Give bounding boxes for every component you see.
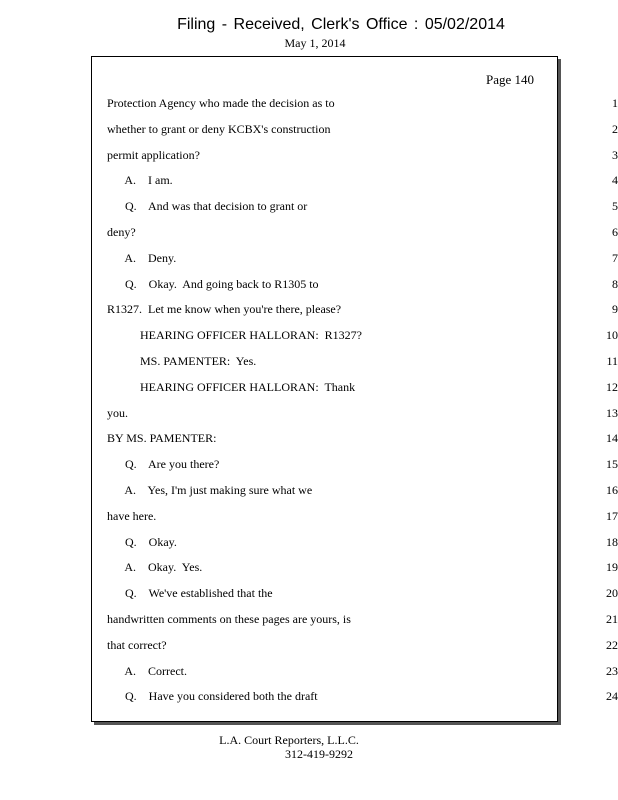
line-text: have here. [107,509,157,523]
line-text: handwritten comments on these pages are yours, is [107,612,351,626]
line-number: 19 [606,560,618,574]
line-number: 16 [606,483,618,497]
line-text: Q. Okay. [107,535,177,549]
line-text: A. I am. [107,173,173,187]
line-text: HEARING OFFICER HALLORAN: R1327? [107,328,362,342]
line-text: MS. PAMENTER: Yes. [107,354,257,368]
line-number: 13 [606,406,618,420]
court-reporter-phone: 312-419-9292 [285,747,353,761]
line-number: 8 [612,277,618,291]
line-number: 18 [606,535,618,549]
line-number: 2 [612,122,618,136]
line-number: 6 [612,225,618,239]
line-number: 5 [612,199,618,213]
line-text: A. Okay. Yes. [107,560,203,574]
line-text: Q. Have you considered both the draft [107,689,318,703]
line-number: 9 [612,302,618,316]
line-number: 22 [606,638,618,652]
line-text: Q. We've established that the [107,586,273,600]
line-text: permit application? [107,148,200,162]
line-number: 3 [612,148,618,162]
page-number: Page 140 [485,72,534,87]
line-number: 15 [606,457,618,471]
line-text: A. Deny. [107,251,177,265]
line-text: A. Correct. [107,664,187,678]
line-text: Q. And was that decision to grant or [107,199,308,213]
line-number: 10 [606,328,618,342]
line-number: 1 [612,96,618,110]
line-text: R1327. Let me know when you're there, please? [107,302,342,316]
line-text: BY MS. PAMENTER: [107,431,217,445]
line-number: 11 [606,354,618,368]
line-text: Protection Agency who made the decision as to [107,96,335,110]
line-number: 7 [612,251,618,265]
line-number: 14 [606,431,618,445]
line-text: deny? [107,225,136,239]
line-text: A. Yes, I'm just making sure what we [107,483,313,497]
line-number: 24 [606,689,618,703]
line-text: Q. Are you there? [107,457,220,471]
line-number: 21 [606,612,618,626]
line-number: 4 [612,173,618,187]
line-text: whether to grant or deny KCBX's construction [107,122,331,136]
line-text: Q. Okay. And going back to R1305 to [107,277,319,291]
line-number: 20 [606,586,618,600]
line-number: 12 [606,380,618,394]
line-number: 17 [606,509,618,523]
filing-stamp: Filing - Received, Clerk's Office : 05/02/2014 [177,16,505,33]
transcript-date: May 1, 2014 [284,36,346,50]
line-text: that correct? [107,638,167,652]
line-text: you. [107,406,128,420]
line-number: 23 [606,664,618,678]
court-reporter-name: L.A. Court Reporters, L.L.C. [219,733,359,747]
line-text: HEARING OFFICER HALLORAN: Thank [107,380,356,394]
